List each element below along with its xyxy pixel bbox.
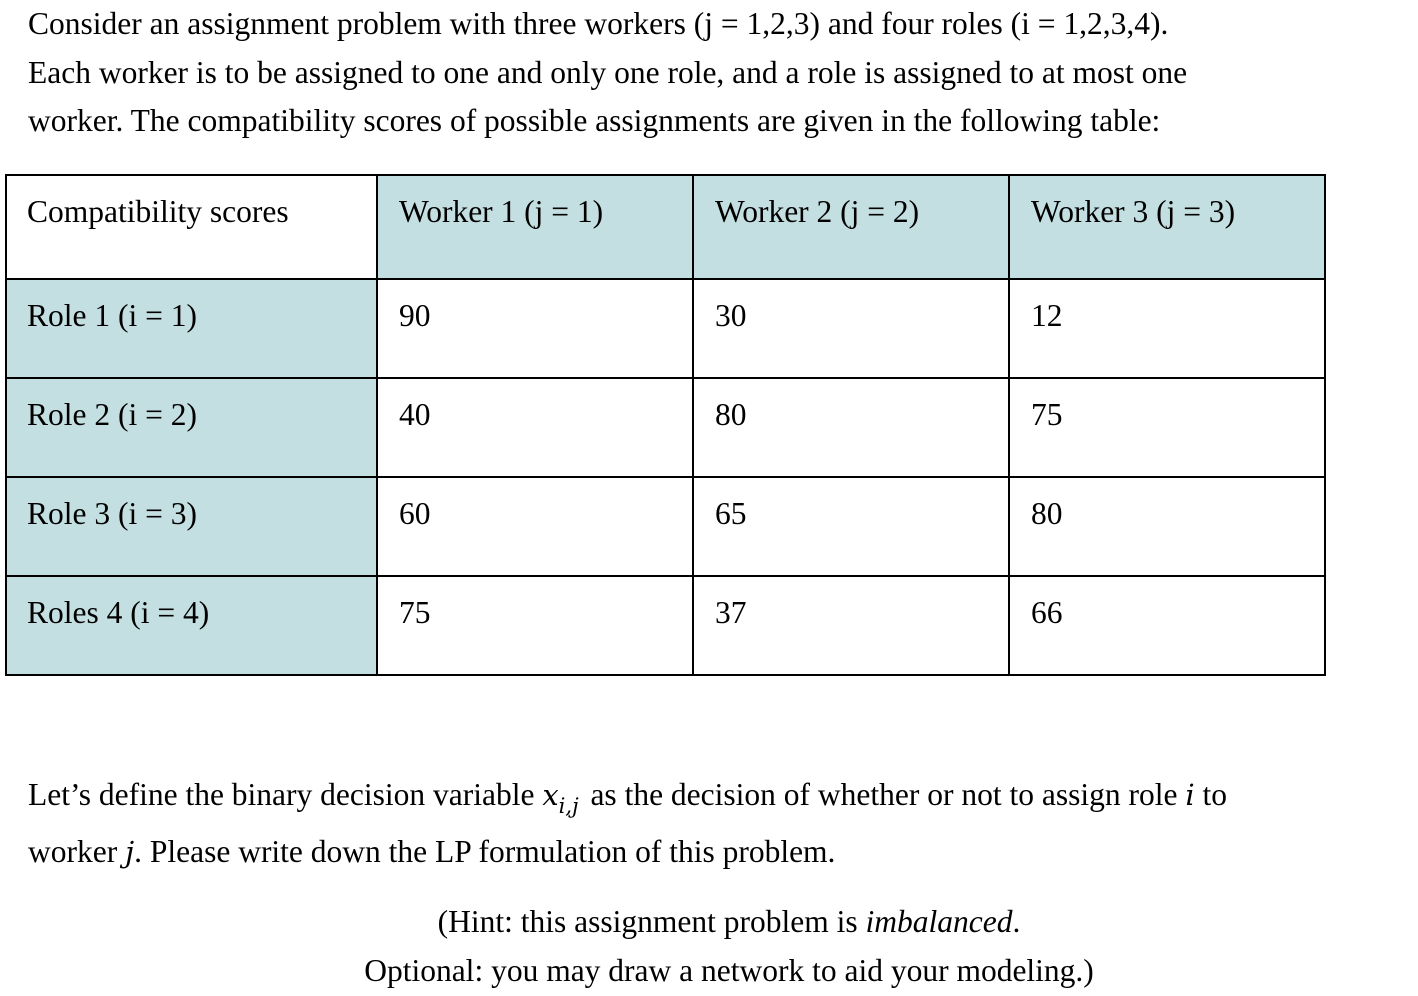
corner-header-cell	[6, 175, 377, 279]
table-row	[6, 279, 1325, 378]
score-value: 60	[399, 496, 431, 531]
definition-line2-before: worker	[28, 834, 118, 869]
worker-3-label: Worker 3 (j = 3)	[1031, 194, 1236, 229]
score-value: 65	[715, 496, 747, 531]
intro-line-1: Consider an assignment problem with three workers (j = 1,2,3) and four roles (i = 1,2,3,4).	[28, 6, 1169, 41]
table-row	[6, 477, 1325, 576]
score-cell	[1009, 576, 1325, 675]
decision-variable-subscript: i,j	[558, 794, 579, 818]
row-header-role-4	[6, 576, 377, 675]
score-value: 75	[399, 595, 431, 630]
score-value: 12	[1031, 298, 1063, 333]
hint-block	[0, 898, 1418, 995]
score-cell	[693, 378, 1009, 477]
intro-line-2: Each worker is to be assigned to one and only one role, and a role is assigned to at most one	[28, 54, 1188, 90]
intro-line-3: worker. The compatibility scores of possible assignments are given in the following table:	[28, 103, 1161, 138]
score-cell	[377, 576, 693, 675]
hint-line-2: Optional: you may draw a network to aid your modeling.)	[364, 952, 1094, 988]
role-1-label: Role 1 (i = 1)	[27, 298, 197, 333]
score-value: 80	[715, 397, 747, 432]
corner-label: Compatibility scores	[27, 194, 289, 229]
column-header-worker-2	[693, 175, 1009, 279]
score-value: 37	[715, 595, 747, 630]
column-header-worker-1	[377, 175, 693, 279]
score-value: 90	[399, 298, 431, 333]
row-header-role-1	[6, 279, 377, 378]
definition-line-2	[28, 825, 1418, 879]
score-cell	[693, 576, 1009, 675]
definition-line2-after: . Please write down the LP formulation of this problem.	[134, 834, 836, 869]
score-cell	[377, 477, 693, 576]
score-value: 30	[715, 298, 747, 333]
role-4-label: Roles 4 (i = 4)	[27, 595, 210, 630]
score-cell	[693, 279, 1009, 378]
role-3-label: Role 3 (i = 3)	[27, 496, 197, 531]
score-cell	[1009, 279, 1325, 378]
hint-text-before: (Hint: this assignment problem is	[437, 904, 858, 939]
hint-line-1	[0, 898, 1418, 947]
definition-line-1	[28, 768, 1418, 825]
hint-text-after: .	[1012, 904, 1021, 939]
score-cell	[377, 279, 693, 378]
table-row	[6, 378, 1325, 477]
definition-text-before: Let’s define the binary decision variable	[28, 777, 535, 812]
score-value: 75	[1031, 397, 1063, 432]
score-value: 40	[399, 397, 431, 432]
score-value: 66	[1031, 595, 1063, 630]
decision-variable-paragraph	[28, 768, 1418, 879]
role-index-symbol: i	[1185, 778, 1195, 812]
role-2-label: Role 2 (i = 2)	[27, 397, 197, 432]
score-value: 80	[1031, 496, 1063, 531]
score-cell	[693, 477, 1009, 576]
table-row	[6, 576, 1325, 675]
definition-text-after: to	[1202, 777, 1227, 812]
hint-emphasis: imbalanced	[865, 904, 1013, 939]
worker-1-label: Worker 1 (j = 1)	[399, 194, 604, 229]
table-header-row	[6, 175, 1325, 279]
worker-2-label: Worker 2 (j = 2)	[715, 194, 920, 229]
worker-index-symbol: j	[125, 835, 135, 869]
score-cell	[377, 378, 693, 477]
definition-text-middle: as the decision of whether or not to assign role	[590, 777, 1178, 812]
column-header-worker-3	[1009, 175, 1325, 279]
row-header-role-3	[6, 477, 377, 576]
score-cell	[1009, 378, 1325, 477]
compatibility-table	[5, 174, 1326, 676]
row-header-role-2	[6, 378, 377, 477]
problem-intro	[28, 0, 1408, 146]
score-cell	[1009, 477, 1325, 576]
decision-variable-symbol: x	[542, 778, 559, 812]
